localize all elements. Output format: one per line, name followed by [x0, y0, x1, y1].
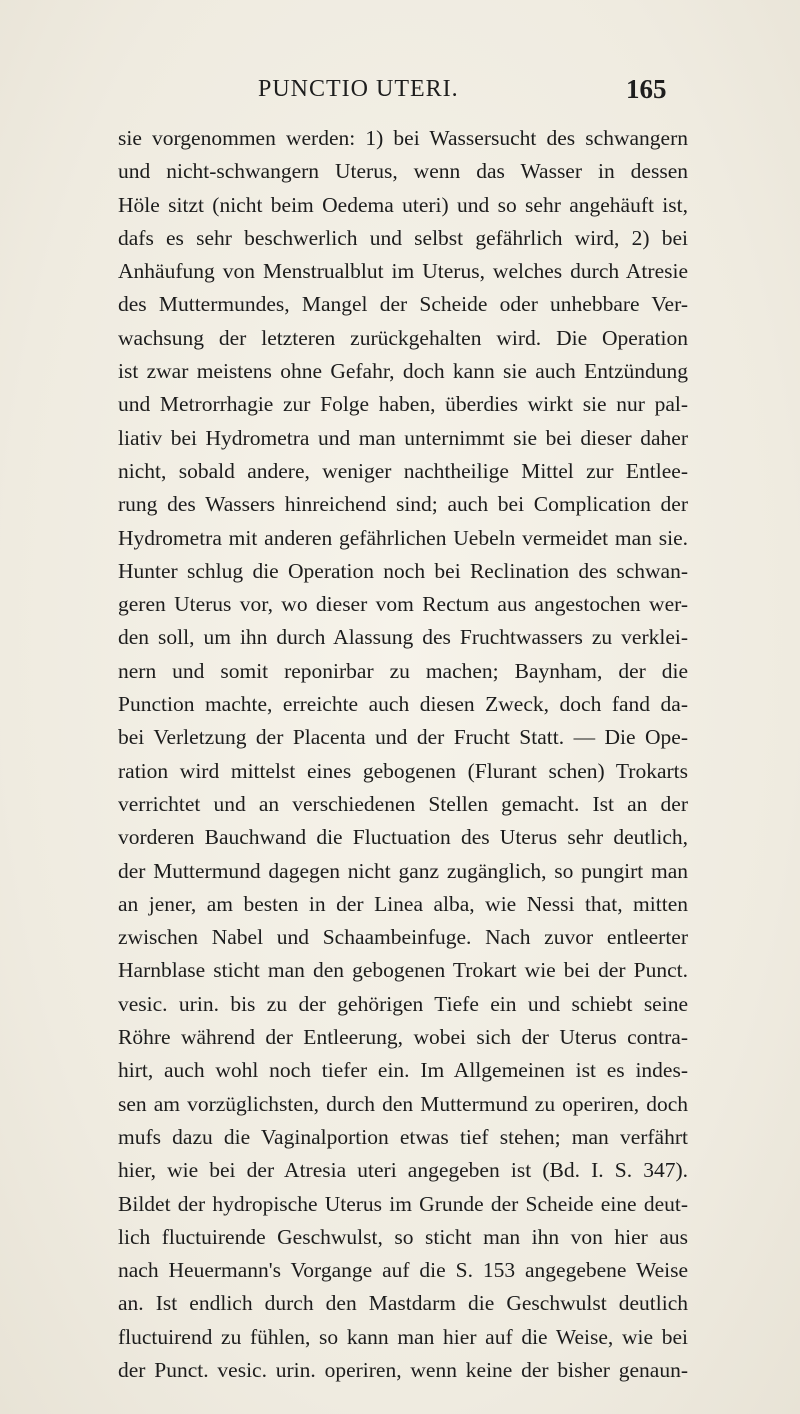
text-line: Hunter schlug die Operation noch bei Reclination des schwan- [118, 558, 688, 583]
text-line: und Metrorrhagie zur Folge haben, überdies wirkt sie nur pal- [118, 392, 688, 417]
page-number: 165 [626, 74, 667, 104]
text-line: geren Uterus vor, wo dieser vom Rectum aus angestochen wer- [118, 592, 688, 617]
text-line: der Punct. vesic. urin. operiren, wenn keine der bisher genaun- [118, 1357, 688, 1382]
text-line: Höle sitzt (nicht beim Oedema uteri) und so sehr angehäuft ist, [118, 192, 688, 217]
page-header [0, 70, 800, 110]
text-line: Harnblase sticht man den gebogenen Trokart wie bei der Punct. [118, 958, 688, 983]
text-line: hier, wie bei der Atresia uteri angegeben ist (Bd. I. S. 347). [118, 1158, 688, 1183]
text-line: den soll, um ihn durch Alassung des Fruchtwassers zu verklei- [118, 625, 688, 650]
text-line: liativ bei Hydrometra und man unternimmt sie bei dieser daher [118, 425, 688, 450]
text-line: Röhre während der Entleerung, wobei sich der Uterus contra- [118, 1025, 688, 1050]
text-line: Punction machte, erreichte auch diesen Zweck, doch fand da- [118, 692, 688, 717]
text-line: vesic. urin. bis zu der gehörigen Tiefe ein und schiebt seine [118, 991, 688, 1016]
text-line: an jener, am besten in der Linea alba, wie Nessi that, mitten [118, 891, 688, 916]
running-head: PUNCTIO UTERI. [258, 76, 459, 102]
text-line: lich fluctuirende Geschwulst, so sticht man ihn von hier aus [118, 1224, 688, 1249]
text-line: Bildet der hydropische Uterus im Grunde der Scheide eine deut- [118, 1191, 688, 1216]
text-line: Anhäufung von Menstrualblut im Uterus, welches durch Atresie [118, 259, 688, 284]
text-line: wachsung der letzteren zurückgehalten wird. Die Operation [118, 325, 688, 350]
text-line: an. Ist endlich durch den Mastdarm die Geschwulst deutlich [118, 1291, 688, 1316]
text-line: ist zwar meistens ohne Gefahr, doch kann sie auch Entzündung [118, 359, 688, 384]
text-line: fluctuirend zu fühlen, so kann man hier auf die Weise, wie bei [118, 1324, 688, 1349]
text-line: nern und somit reponirbar zu machen; Baynham, der die [118, 658, 688, 683]
text-line: bei Verletzung der Placenta und der Frucht Statt. — Die Ope- [118, 725, 688, 750]
text-line: des Muttermundes, Mangel der Scheide oder unhebbare Ver- [118, 292, 688, 317]
text-line: vorderen Bauchwand die Fluctuation des Uterus sehr deutlich, [118, 825, 688, 850]
text-line: dafs es sehr beschwerlich und selbst gefährlich wird, 2) bei [118, 225, 688, 250]
text-line: verrichtet und an verschiedenen Stellen gemacht. Ist an der [118, 791, 688, 816]
text-line: nach Heuermann's Vorgange auf die S. 153 angegebene Weise [118, 1258, 688, 1283]
text-line: sie vorgenommen werden: 1) bei Wassersucht des schwangern [118, 126, 688, 150]
text-line: rung des Wassers hinreichend sind; auch bei Complication der [118, 492, 688, 517]
text-line: der Muttermund dagegen nicht ganz zugänglich, so pungirt man [118, 858, 688, 883]
text-line: und nicht-schwangern Uterus, wenn das Wasser in dessen [118, 159, 688, 184]
text-line: mufs dazu die Vaginalportion etwas tief stehen; man verfährt [118, 1124, 688, 1149]
text-line: hirt, auch wohl noch tiefer ein. Im Allgemeinen ist es indes- [118, 1058, 688, 1083]
text-line: sen am vorzüglichsten, durch den Muttermund zu operiren, doch [118, 1091, 688, 1116]
text-line: zwischen Nabel und Schaambeinfuge. Nach zuvor entleerter [118, 925, 688, 950]
text-line: nicht, sobald andere, weniger nachtheilige Mittel zur Entlee- [118, 458, 688, 483]
text-line: ration wird mittelst eines gebogenen (Flurant schen) Trokarts [118, 758, 688, 783]
text-line: Hydrometra mit anderen gefährlichen Uebeln vermeidet man sie. [118, 525, 688, 550]
body-text [118, 122, 688, 1387]
